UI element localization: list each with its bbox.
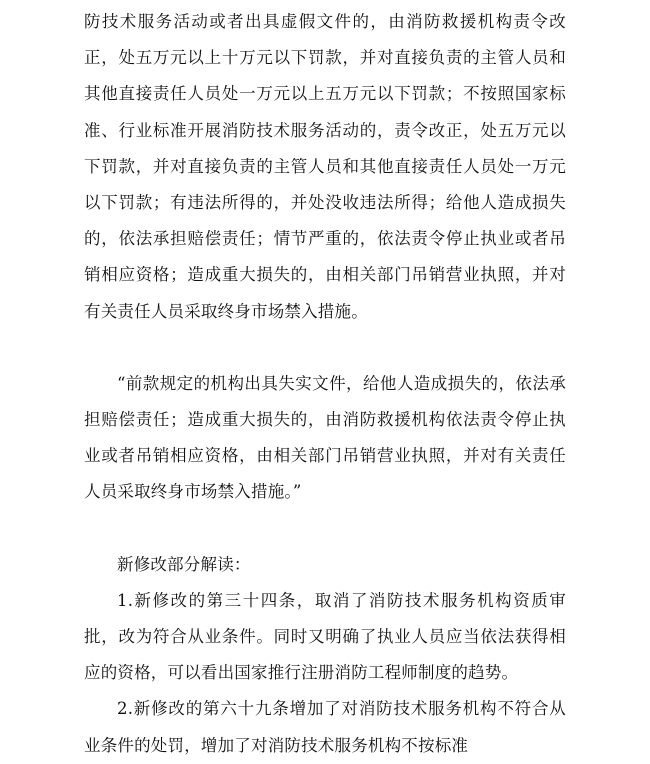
paragraph-penalty-provisions: 防技术服务活动或者出具虚假文件的，由消防救援机构责令改正，处五万元以上十万元以下罚款，并对直接负责的主管人员和其他直接责任人员处一万元以上五万元以下罚款；不按照国家标准、行业标准开展消防技术服务活动的，责令改正，处五万元以下罚款，并对直接负责的主管人员和其他直接责任人员处一万元以下罚款；有违法所得的，并处没收违法所得；给他人造成损失的，依法承担赔偿责任；情节严重的，依法责令停止执业或者吊销相应资格；造成重大损失的，由相关部门吊销营业执照，并对有关责任人员采取终身市场禁入措施。 [84,12,566,321]
paragraph-item-1: 1.新修改的第三十四条，取消了消防技术服务机构资质审批，改为符合从业条件。同时又明确了执业人员应当依法获得相应的资格，可以看出国家推行注册消防工程师制度的趋势。 [84,590,566,683]
paragraph-item-2: 2.新修改的第六十九条增加了对消防技术服务机构不符合从业条件的处罚，增加了对消防技术服务机构不按标准 [84,699,566,755]
paragraph-quoted-clause: “前款规定的机构出具失实文件，给他人造成损失的，依法承担赔偿责任；造成重大损失的，由消防救援机构依法责令停止执业或者吊销相应资格，由相关部门吊销营业执照，并对有关责任人员采取终身市场禁入措施。” [84,373,566,502]
document-body [84,0,566,764]
paragraph-section-heading: 新修改部分解读： [117,554,251,574]
